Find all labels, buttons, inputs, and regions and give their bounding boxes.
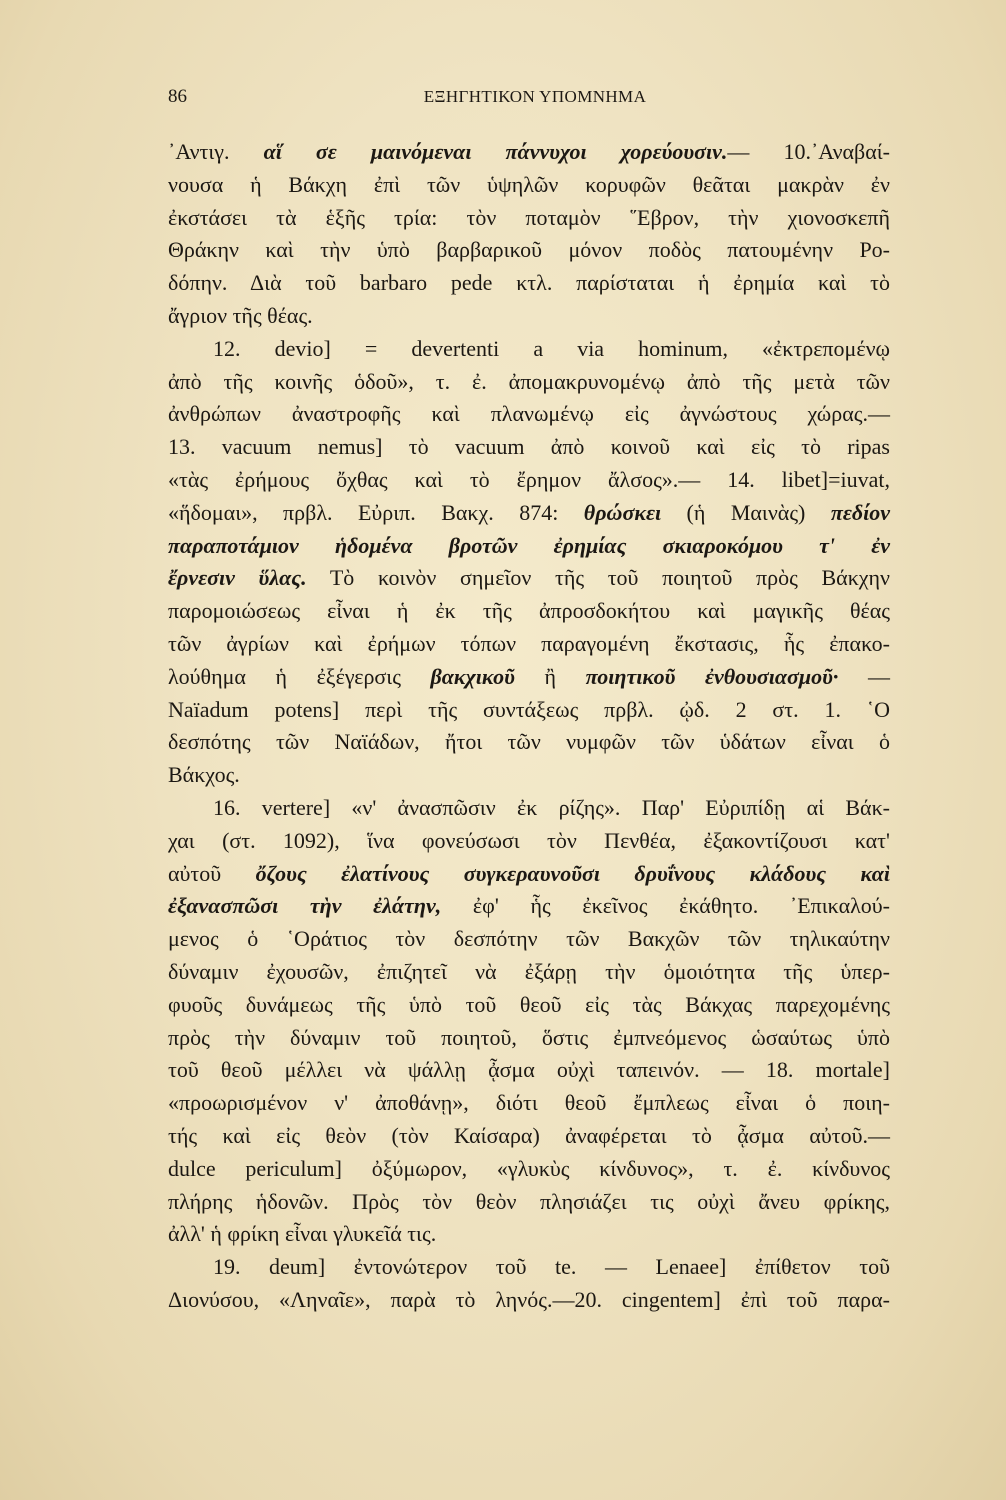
text-run: (ἡ Μαινὰς)	[661, 499, 831, 525]
italic-quotation: παραποτάμιον ἡδομένα βροτῶν ἐρημίας σκιαροκόμου τ' ἐν	[168, 532, 890, 558]
text-run: — 10.᾿Αναβαί-	[727, 139, 891, 164]
text-line	[168, 1087, 890, 1120]
text-run: «προωρισμένον ν' ἀποθάνῃ», διότι θεοῦ ἔμπλεως εἶναι ὁ ποιη-	[168, 1090, 890, 1116]
text-run: 13. vacuum nemus] τὸ vacuum ἀπὸ κοινοῦ καὶ εἰς τὸ ripas	[168, 434, 890, 460]
text-line	[168, 333, 890, 366]
text-line	[168, 1284, 890, 1317]
text-line	[168, 923, 890, 956]
text-line	[168, 726, 890, 759]
text-line	[168, 956, 890, 989]
text-line	[168, 497, 890, 530]
paragraph	[168, 333, 890, 792]
text-run: πλήρης ἡδονῶν. Πρὸς τὸν θεὸν πλησιάζει τις οὐχὶ ἄνευ φρίκης,	[168, 1188, 890, 1214]
text-line	[168, 431, 890, 464]
text-run: ἀνθρώπων ἀναστροφῆς καὶ πλανωμένῳ εἰς ἀγνώστους χώρας.—	[168, 401, 890, 427]
text-line	[168, 858, 890, 891]
running-head: ΕΞΗΓΗΤΙΚΟΝ ΥΠΟΜΝΗΜΑ	[423, 87, 647, 106]
text-run: ἐφ' ἧς ἐκεῖνος ἐκάθητο. ᾿Επικαλού-	[441, 893, 890, 919]
text-run: νουσα ἡ Βάκχη ἐπὶ τῶν ὑψηλῶν κορυφῶν θεᾶται μακρὰν ἐν	[168, 171, 890, 197]
italic-quotation: ἐξανασπῶσι τὴν ἐλάτην,	[168, 893, 442, 919]
text-line	[168, 694, 890, 727]
text-line	[168, 661, 890, 694]
text-run: Naïadum potens] περὶ τῆς συντάξεως πρβλ. ᾠδ. 2 στ. 1. ῾Ο	[168, 696, 890, 722]
text-run: χαι (στ. 1092), ἵνα φονεύσωσι τὸν Πενθέα, ἐξακοντίζουσι κατ'	[168, 827, 890, 853]
text-run: Τὸ κοινὸν σημεῖον τῆς τοῦ ποιητοῦ πρὸς Βάκχην	[306, 565, 891, 591]
text-run: παρομοιώσεως εἶναι ἡ ἐκ τῆς ἀπροσδοκήτου καὶ μαγικῆς θέας	[168, 598, 890, 624]
text-run: λούθημα ἡ ἐξέγερσις	[168, 663, 431, 689]
text-line	[168, 1022, 890, 1055]
text-run: «ἥδομαι», πρβλ. Εὐριπ. Βακχ. 874:	[168, 499, 584, 525]
text-run: ᾿Αντιγ.	[168, 139, 264, 164]
text-run: τής καὶ εἰς θεὸν (τὸν Καίσαρα) ἀναφέρεται τὸ ᾆσμα αὐτοῦ.—	[168, 1122, 890, 1148]
text-run: αὐτοῦ	[168, 860, 256, 886]
text-line	[168, 628, 890, 661]
text-run: πρὸς τὴν δύναμιν τοῦ ποιητοῦ, ὅστις ἐμπνεόμενος ὡσαύτως ὑπὸ	[168, 1024, 890, 1050]
text-line	[168, 398, 890, 431]
text-line	[168, 595, 890, 628]
text-line	[168, 267, 890, 300]
text-run: δύναμιν ἐχουσῶν, ἐπιζητεῖ νὰ ἐξάρῃ τὴν ὁμοιότητα τῆς ὑπερ-	[168, 958, 890, 984]
text-run: μενος ὁ ῾Οράτιος τὸν δεσπότην τῶν Βακχῶν τῶν τηλικαύτην	[168, 926, 890, 952]
text-line	[168, 1120, 890, 1153]
text-run: —	[838, 663, 891, 689]
text-run: ἢ	[514, 663, 586, 689]
text-run: ἀπὸ τῆς κοινῆς ὁδοῦ», τ. ἐ. ἀπομακρυνομένῳ ἀπὸ τῆς μετὰ τῶν	[168, 368, 890, 394]
text-run: dulce periculum] ὀξύμωρον, «γλυκὺς κίνδυνος», τ. ἐ. κίνδυνος	[168, 1155, 890, 1181]
text-run: τῶν ἀγρίων καὶ ἐρήμων τόπων παραγομένη ἔκστασις, ἧς ἐπακο-	[168, 630, 890, 656]
text-line	[168, 169, 890, 202]
text-line	[168, 1251, 890, 1284]
text-line	[168, 759, 890, 792]
text-line	[168, 890, 890, 923]
text-run: δόπην. Διὰ τοῦ barbaro pede κτλ. παρίσταται ἡ ἐρημία καὶ τὸ	[168, 270, 890, 296]
text-line	[168, 562, 890, 595]
paragraph	[168, 1251, 890, 1317]
italic-quotation: βακχικοῦ	[430, 663, 515, 689]
paragraph	[168, 792, 890, 1251]
text-line	[168, 136, 890, 169]
text-line	[168, 989, 890, 1022]
commentary-body	[168, 136, 890, 1317]
italic-quotation: ὄζους ἐλατίνους συγκεραυνοῦσι δρυΐνους κλάδους καὶ	[255, 860, 890, 886]
italic-quotation: πεδίον	[830, 499, 890, 525]
text-line	[168, 202, 890, 235]
text-line	[168, 464, 890, 497]
text-run: τοῦ θεοῦ μέλλει νὰ ψάλλῃ ᾆσμα οὐχὶ ταπεινόν. — 18. mortale]	[168, 1057, 890, 1083]
text-run: 16. vertere] «ν' ἀνασπῶσιν ἐκ ρίζης». Παρ' Εὐριπίδῃ αἱ Βάκ-	[213, 794, 890, 820]
text-line	[168, 1054, 890, 1087]
italic-quotation: θρώσκει	[583, 499, 662, 525]
text-run: δεσπότης τῶν Ναϊάδων, ἤτοι τῶν νυμφῶν τῶν ὑδάτων εἶναι ὁ	[168, 729, 890, 755]
text-line	[168, 300, 890, 333]
text-run: φυοῦς δυνάμεως τῆς ὑπὸ τοῦ θεοῦ εἰς τὰς Βάκχας παρεχομένης	[168, 991, 890, 1017]
text-run: «τὰς ἐρήμους ὄχθας καὶ τὸ ἔρημον ἄλσος».— 14. libet]=iuvat,	[168, 466, 890, 492]
italic-quotation: ἔρνεσιν ὕλας.	[168, 565, 307, 591]
text-line	[168, 1153, 890, 1186]
text-line	[168, 1218, 890, 1251]
text-run: ἄγριον τῆς θέας.	[168, 302, 313, 328]
paragraph	[168, 136, 890, 333]
italic-quotation: αἵ σε μαινόμεναι πάννυχοι χορεύουσιν.	[263, 139, 728, 164]
text-run: Διονύσου, «Ληναῖε», παρὰ τὸ ληνός.—20. cingentem] ἐπὶ τοῦ παρα-	[168, 1286, 890, 1312]
text-run: 19. deum] ἐντονώτερον τοῦ te. — Lenaee] ἐπίθετον τοῦ	[213, 1254, 890, 1280]
text-line	[168, 366, 890, 399]
text-run: ἀλλ' ἡ φρίκη εἶναι γλυκεῖά τις.	[168, 1221, 437, 1247]
text-line	[168, 792, 890, 825]
text-line	[168, 1186, 890, 1219]
text-line	[168, 530, 890, 563]
italic-quotation: ποιητικοῦ ἐνθουσιασμοῦ·	[585, 663, 839, 689]
text-run: Θράκην καὶ τὴν ὑπὸ βαρβαρικοῦ μόνον ποδὸς πατουμένην Ρο-	[168, 237, 890, 263]
text-line	[168, 234, 890, 267]
text-line	[168, 825, 890, 858]
page-number: 86	[168, 86, 187, 107]
text-run: ἐκστάσει τὰ ἑξῆς τρία: τὸν ποταμὸν ῞Εβρον, τὴν χιονοσκεπῆ	[168, 204, 890, 230]
page-header	[168, 84, 890, 110]
text-run: Βάκχος.	[168, 762, 240, 788]
text-run: 12. devio] = devertenti a via hominum, «ἐκτρεπομένῳ	[213, 335, 890, 361]
